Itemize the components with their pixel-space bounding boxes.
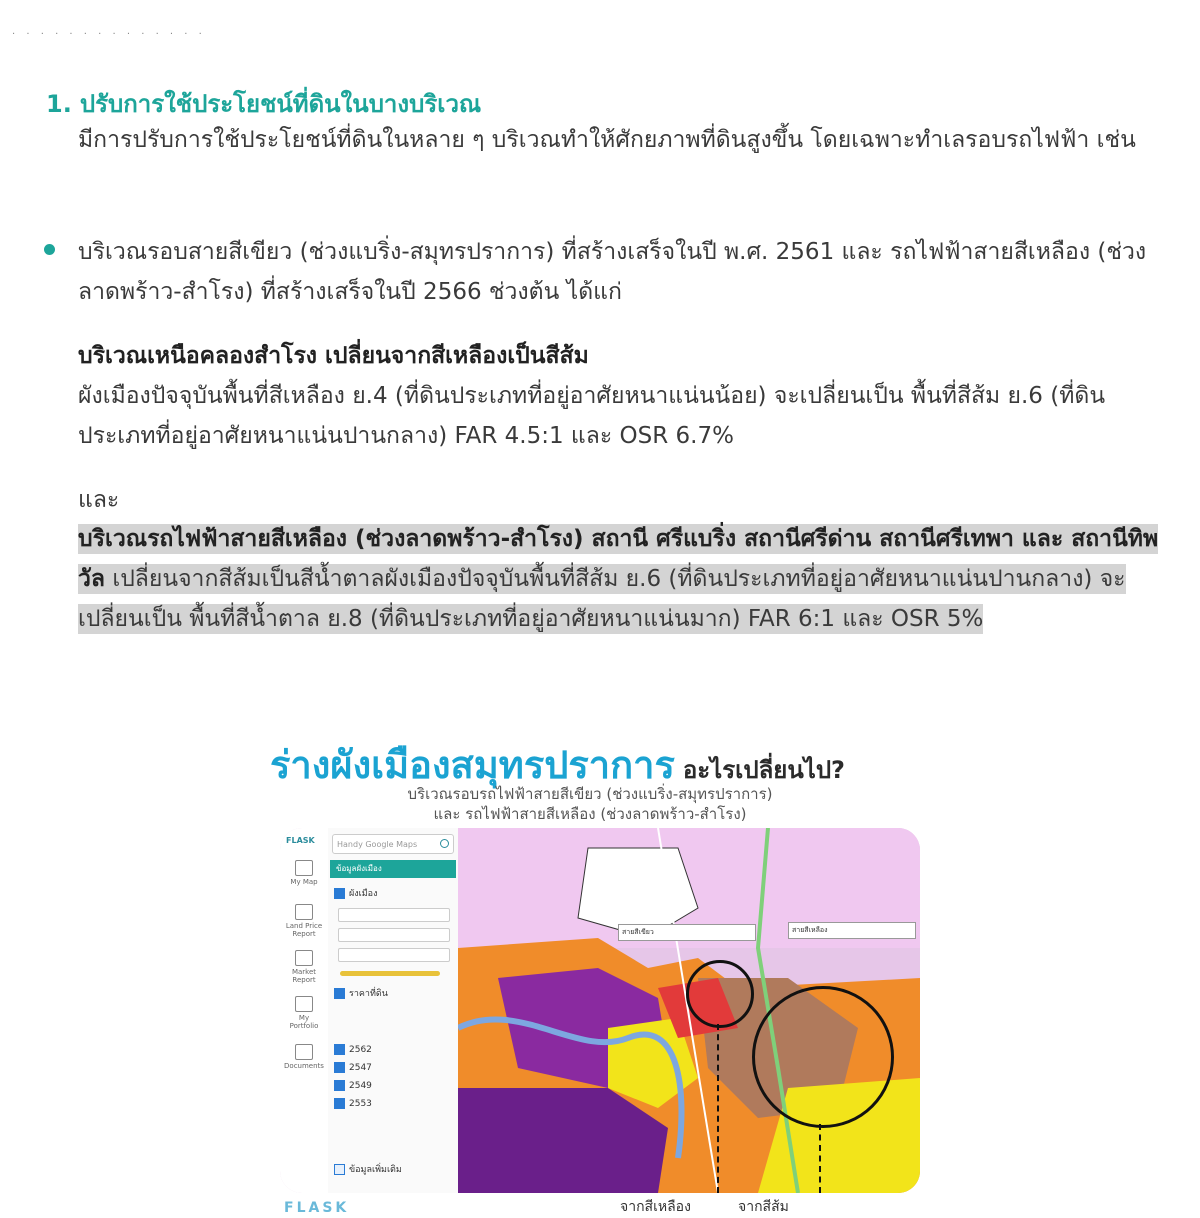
layer-checkbox[interactable]: 2553 [334,1098,372,1109]
layer-panel [328,828,460,1193]
section-title [46,84,481,123]
caption-from-yellow: จากสีเหลือง [620,1199,691,1215]
block2-heading: บริเวณรถไฟฟ้าสายสีเหลือง (ช่วงลาดพร้าว-สำโรง) สถานี ศรีแบริ่ง สถานีศรีด่าน สถานีศรีเทพา และ สถานีทิพวัล [78,526,1159,592]
sidebar-item-documents[interactable]: Documents [284,1044,324,1070]
section-intro: มีการปรับการใช้ประโยชน์ที่ดินในหลาย ๆ บริเวณทำให้ศักยภาพที่ดินสูงขึ้น โดยเฉพาะทำเลรอบรถไฟฟ้า เช่น [78,127,1136,153]
infographic-subtitle-1: บริเวณรอบรถไฟฟ้าสายสีเขียว (ช่วงแบริ่ง-สมุทรปราการ) [407,785,773,803]
layer-dropdown[interactable] [338,928,450,942]
infographic-title-small: อะไรเปลี่ยนไป? [682,756,845,784]
infographic [250,720,950,1216]
chart-icon [295,904,313,920]
footer-logo: FLASK [284,1200,350,1216]
leader-line [717,1024,719,1193]
map-callout: สายสีเหลือง [788,922,916,939]
bullet-icon [44,244,55,255]
leader-line [819,1124,821,1193]
portfolio-icon [295,996,313,1012]
layer-checkbox[interactable]: ผังเมือง [334,886,377,900]
map-icon [295,860,313,876]
sidebar-item-my-map[interactable]: My Map [284,860,324,886]
search-input[interactable]: Handy Google Maps [332,834,454,854]
section-title-text: ปรับการใช้ประโยชน์ที่ดินในบางบริเวณ [79,90,482,118]
and-label: และ [78,487,120,513]
folder-icon [295,1044,313,1060]
layer-checkbox[interactable]: 2562 [334,1044,372,1055]
report-icon [295,950,313,966]
layer-checkbox[interactable]: ข้อมูลเพิ่มเติม [334,1162,402,1176]
section-number: 1. [46,90,72,118]
layer-dropdown[interactable] [338,908,450,922]
block1-heading: บริเวณเหนือคลองสำโรง เปลี่ยนจากสีเหลืองเป็นสีส้ม [78,343,589,369]
sidebar-item-land-price[interactable]: Land Price Report [284,904,324,938]
layer-checkbox[interactable]: 2547 [334,1062,372,1073]
infographic-title-big: ร่างผังเมืองสมุทรปราการ [270,743,675,787]
zoning-map [458,828,920,1193]
map-screenshot [280,828,920,1193]
app-sidebar [280,828,329,1193]
highlight-circle-yellow [686,960,754,1028]
layer-dropdown[interactable] [338,948,450,962]
panel-header: ข้อมูลผังเมือง [330,860,456,878]
highlight-circle-orange [752,986,894,1128]
sidebar-item-market[interactable]: Market Report [284,950,324,984]
sidebar-item-portfolio[interactable]: My Portfolio [284,996,324,1030]
map-callout: สายสีเขียว [618,924,756,941]
caption-from-orange: จากสีส้ม [738,1199,789,1215]
top-dots-divider: . . . . . . . . . . . . . . [12,26,206,37]
block2-body: เปลี่ยนจากสีส้มเป็นสีน้ำตาลผังเมืองปัจจุบันพื้นที่สีส้ม ย.6 (ที่ดินประเภทที่อยู่อาศัยหนาแน่นปานกลาง) จะเปลี่ยนเป็น พื้นที่สีน้ำตาล ย.8 (ที่ดินประเภทที่อยู่อาศัยหนาแน่นมาก) FAR 6:1 และ OSR 5% [78,566,1126,632]
layer-checkbox[interactable]: 2549 [334,1080,372,1091]
opacity-slider[interactable] [340,971,440,976]
block2 [78,519,1178,639]
layer-checkbox[interactable]: ราคาที่ดิน [334,986,388,1000]
app-logo: FLASK [286,836,315,845]
infographic-subtitle-2: และ รถไฟฟ้าสายสีเหลือง (ช่วงลาดพร้าว-สำโรง) [433,805,747,823]
bullet-text: บริเวณรอบสายสีเขียว (ช่วงแบริ่ง-สมุทรปราการ) ที่สร้างเสร็จในปี พ.ศ. 2561 และ รถไฟฟ้าสายสีเหลือง (ช่วงลาดพร้าว-สำโรง) ที่สร้างเสร็จในปี 2566 ช่วงต้น ได้แก่ [78,239,1147,305]
search-icon [440,839,449,848]
block1-body: ผังเมืองปัจจุบันพื้นที่สีเหลือง ย.4 (ที่ดินประเภทที่อยู่อาศัยหนาแน่นน้อย) จะเปลี่ยนเป็น พื้นที่สีส้ม ย.6 (ที่ดินประเภทที่อยู่อาศัยหนาแน่นปานกลาง) FAR 4.5:1 และ OSR 6.7% [78,383,1106,449]
